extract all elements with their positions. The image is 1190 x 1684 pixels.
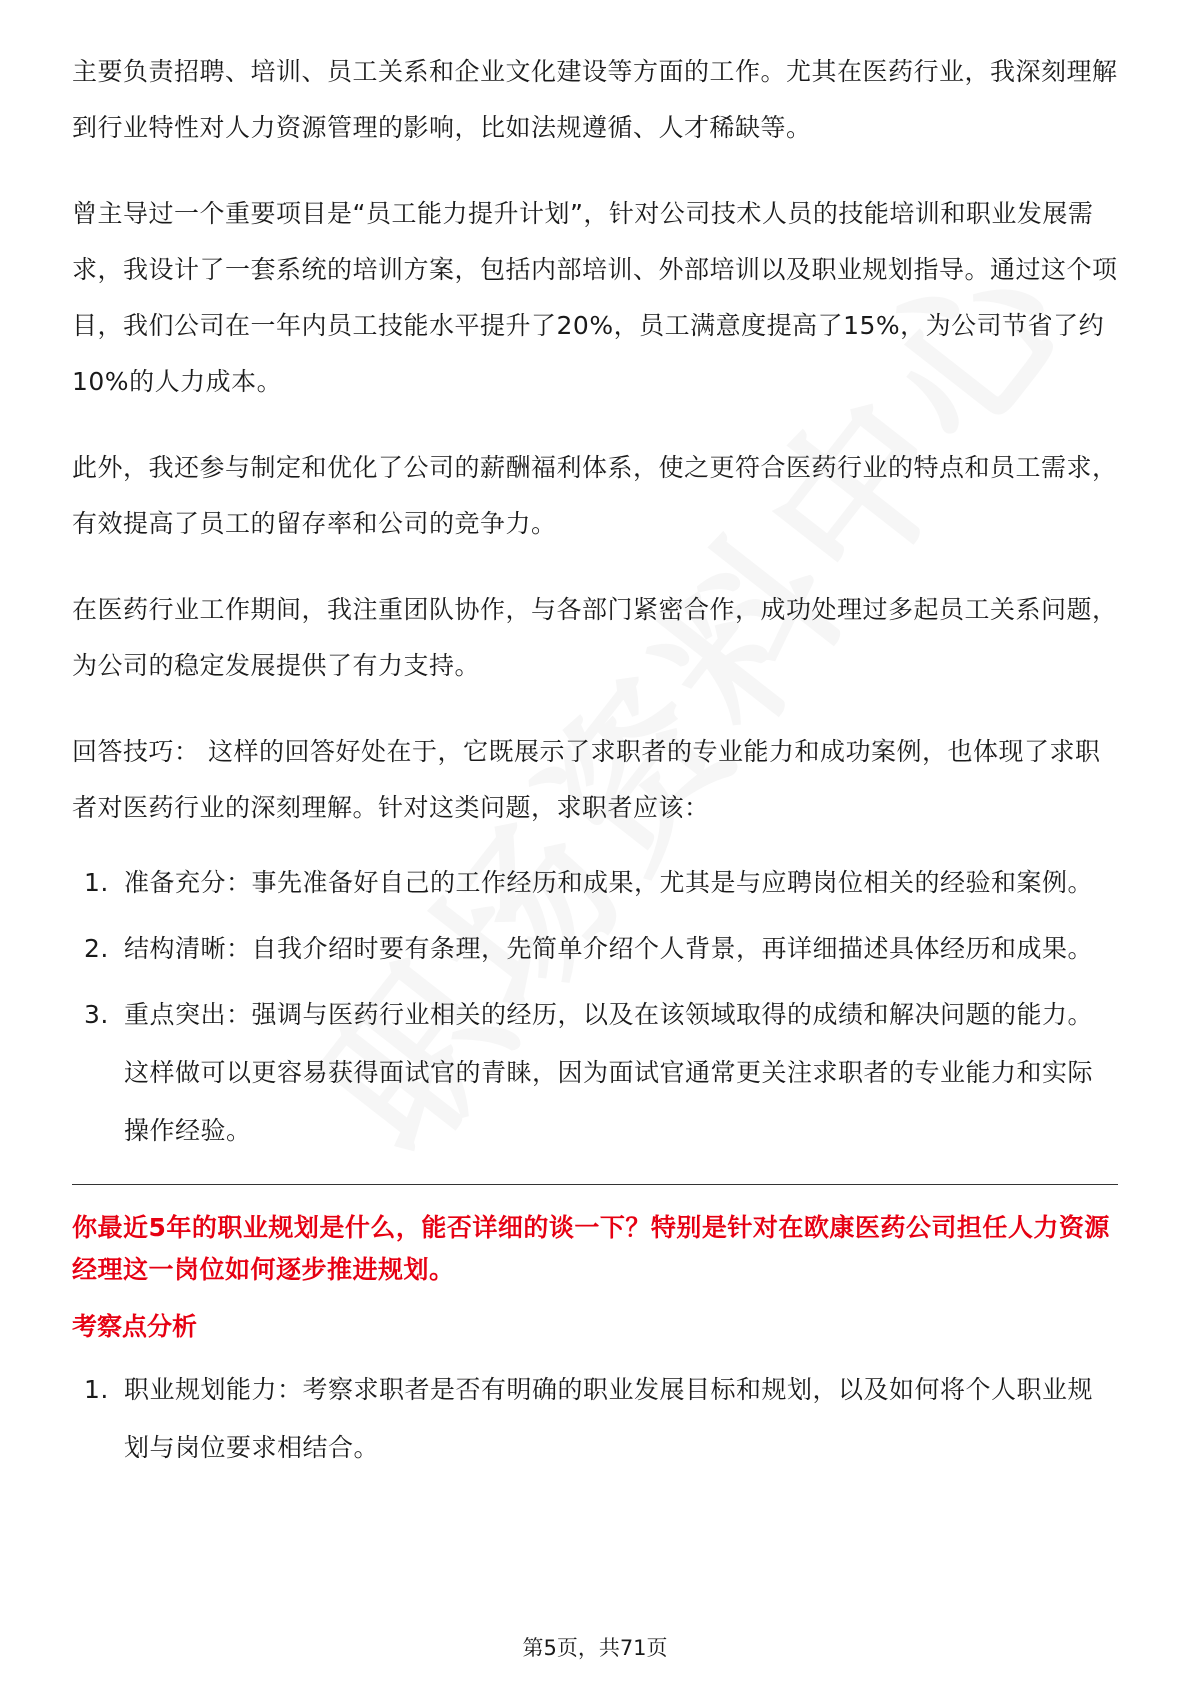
page-content xyxy=(72,44,1118,1477)
list-item: 1. 准备充分：事先准备好自己的工作经历和成果，尤其是与应聘岗位相关的经验和案例。 xyxy=(84,868,1094,897)
interview-question: 你最近5年的职业规划是什么，能否详细的谈一下？特别是针对在欧康医药公司担任人力资源经理这一岗位如何逐步推进规划。 xyxy=(72,1213,1110,1284)
list-item-text: 准备充分：事先准备好自己的工作经历和成果，尤其是与应聘岗位相关的经验和案例。 xyxy=(124,868,1094,897)
list-item: 2. 结构清晰：自我介绍时要有条理，先简单介绍个人背景，再详细描述具体经历和成果。 xyxy=(84,934,1094,963)
analysis-list xyxy=(72,1361,1118,1477)
list-item: 1. 职业规划能力：考察求职者是否有明确的职业发展目标和规划，以及如何将个人职业规划与岗位要求相结合。 xyxy=(84,1375,1094,1462)
tips-list xyxy=(72,854,1118,1160)
page-number: 第5页，共71页 xyxy=(522,1636,668,1660)
section-divider xyxy=(72,1184,1118,1185)
list-item: 3. 重点突出：强调与医药行业相关的经历，以及在该领域取得的成绩和解决问题的能力。 这样做可以更容易获得面试官的青睐，因为面试官通常更关注求职者的专业能力和实际操作经验。 xyxy=(84,1000,1094,1145)
analysis-heading: 考察点分析 xyxy=(72,1312,198,1341)
paragraph-teamwork: 在医药行业工作期间，我注重团队协作，与各部门紧密合作，成功处理过多起员工关系问题，为公司的稳定发展提供了有力支持。 xyxy=(72,595,1118,680)
list-item-text: 结构清晰：自我介绍时要有条理，先简单介绍个人背景，再详细描述具体经历和成果。 xyxy=(124,934,1094,963)
paragraph-answer-tips: 回答技巧： 这样的回答好处在于，它既展示了求职者的专业能力和成功案例，也体现了求职者对医药行业的深刻理解。针对这类问题，求职者应该： xyxy=(72,737,1101,822)
list-item-text: 职业规划能力：考察求职者是否有明确的职业发展目标和规划，以及如何将个人职业规划与岗位要求相结合。 xyxy=(124,1375,1094,1462)
paragraph-project: 曾主导过一个重要项目是“员工能力提升计划”，针对公司技术人员的技能培训和职业发展需求，我设计了一套系统的培训方案，包括内部培训、外部培训以及职业规划指导。通过这个项目，我们公司在一年内员工技能水平提升了20%，员工满意度提高了15%，为公司节省了约10%的人力成本。 xyxy=(72,199,1118,396)
list-item-text: 重点突出：强调与医药行业相关的经历，以及在该领域取得的成绩和解决问题的能力。 这样做可以更容易获得面试官的青睐，因为面试官通常更关注求职者的专业能力和实际操作经验。 xyxy=(124,1000,1094,1145)
paragraph-compensation: 此外，我还参与制定和优化了公司的薪酬福利体系，使之更符合医药行业的特点和员工需求，有效提高了员工的留存率和公司的竞争力。 xyxy=(72,453,1118,538)
paragraph-responsibilities: 主要负责招聘、培训、员工关系和企业文化建设等方面的工作。尤其在医药行业，我深刻理解到行业特性对人力资源管理的影响，比如法规遵循、人才稀缺等。 xyxy=(72,57,1118,142)
